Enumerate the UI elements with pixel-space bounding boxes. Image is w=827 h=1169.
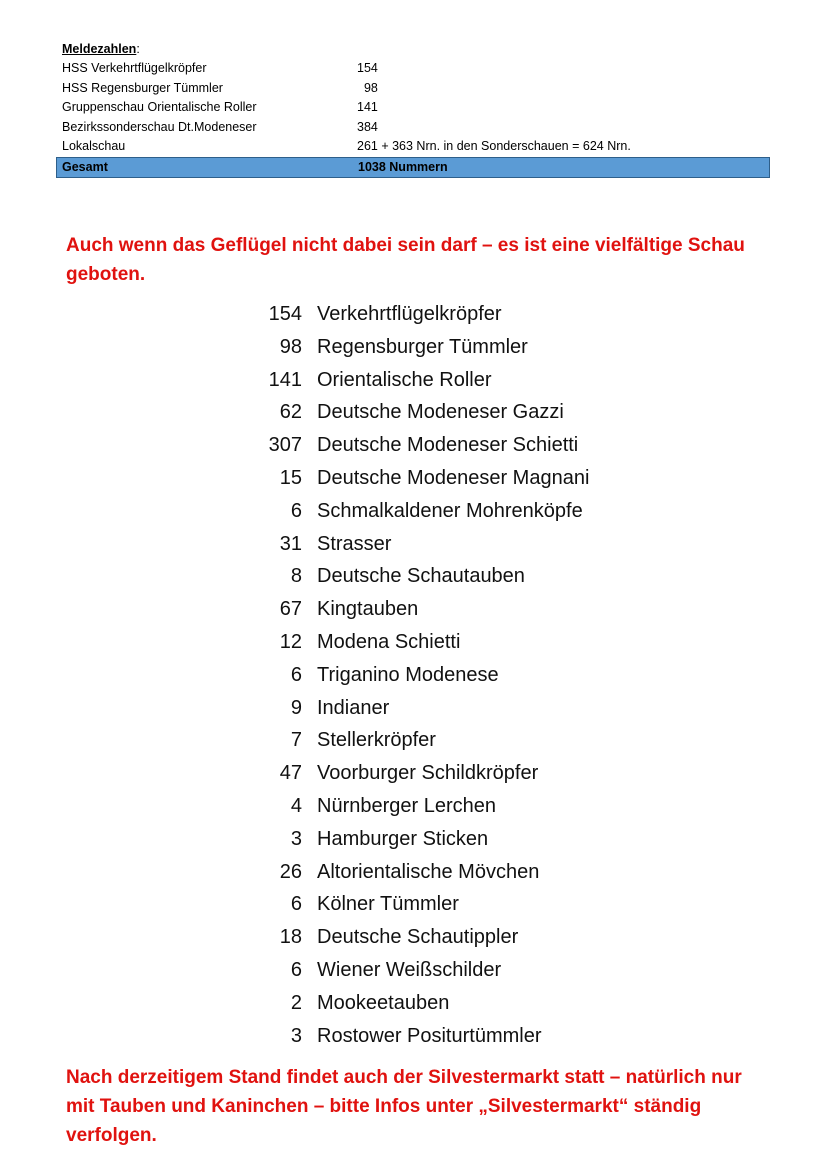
breed-name: Modena Schietti (317, 630, 461, 653)
row-label: Bezirkssonderschau Dt.Modeneser (62, 119, 257, 134)
breed-name: Deutsche Modeneser Magnani (317, 466, 590, 489)
breed-count: 6 (290, 499, 302, 522)
list-item (240, 659, 589, 692)
breed-count: 8 (290, 565, 302, 588)
list-item (240, 364, 589, 397)
total-label: Gesamt (62, 159, 108, 174)
list-item (240, 298, 589, 331)
breed-count: 26 (279, 860, 302, 883)
breed-count: 154 (268, 303, 302, 325)
list-item (240, 757, 589, 790)
breed-count: 47 (279, 762, 302, 785)
table-row (56, 79, 770, 99)
total-row (56, 157, 770, 178)
breed-name: Hamburger Sticken (317, 827, 489, 850)
breed-name: Deutsche Modeneser Gazzi (317, 401, 564, 424)
table-row (56, 59, 770, 79)
breed-count: 2 (290, 991, 302, 1014)
list-item (240, 987, 589, 1020)
breed-name: Deutsche Modeneser Schietti (317, 434, 579, 457)
breed-count: 9 (290, 696, 302, 719)
list-item (240, 1020, 589, 1053)
breed-name: Stellerkröpfer (317, 729, 436, 752)
row-value: 141 (357, 100, 378, 114)
row-value: 98 (357, 80, 378, 95)
list-item (240, 921, 589, 954)
breed-count: 31 (279, 532, 302, 555)
list-item (240, 528, 589, 561)
list-item (240, 396, 589, 429)
list-item (240, 790, 589, 823)
list-item (240, 462, 589, 495)
breed-count: 3 (290, 1024, 302, 1047)
breed-count: 4 (290, 794, 302, 817)
breed-name: Indianer (317, 696, 390, 719)
list-item (240, 626, 589, 659)
breed-name: Schmalkaldener Mohrenköpfe (317, 499, 583, 522)
table-row (56, 98, 770, 118)
row-value: 261 + 363 Nrn. in den Sonderschauen = 624 Nrn. (357, 139, 631, 153)
breed-name: Orientalische Roller (317, 368, 492, 391)
breed-count: 18 (279, 926, 302, 949)
breed-name: Triganino Modenese (317, 663, 499, 686)
table-row (56, 137, 770, 157)
breed-name: Nürnberger Lerchen (317, 794, 496, 817)
breed-count: 6 (290, 958, 302, 981)
row-label: HSS Regensburger Tümmler (62, 80, 223, 95)
breed-count: 67 (279, 598, 302, 621)
breed-name: Kingtauben (317, 598, 419, 621)
breed-name: Regensburger Tümmler (317, 335, 528, 358)
table-row (56, 118, 770, 138)
list-item (240, 888, 589, 921)
breed-count: 15 (279, 466, 302, 489)
row-label: Gruppenschau Orientalische Roller (62, 100, 257, 114)
breed-name: Wiener Weißschilder (317, 958, 502, 981)
meldezahlen-table (56, 40, 770, 178)
breed-name: Altorientalische Mövchen (317, 860, 540, 883)
list-item (240, 495, 589, 528)
breed-count: 6 (290, 663, 302, 686)
breed-name: Verkehrtflügelkröpfer (317, 303, 502, 325)
breed-count: 3 (290, 827, 302, 850)
meldezahlen-heading (56, 40, 770, 59)
breed-count: 141 (268, 368, 302, 391)
breed-name: Strasser (317, 532, 392, 555)
meldezahlen-heading-text: Meldezahlen (62, 42, 137, 56)
breed-count: 98 (279, 335, 302, 358)
breed-count: 6 (290, 893, 302, 916)
list-item (240, 724, 589, 757)
row-label: HSS Verkehrtflügelkröpfer (62, 61, 207, 75)
row-value: 154 (357, 61, 378, 75)
breed-name: Rostower Positurtümmler (317, 1024, 542, 1047)
list-item (240, 954, 589, 987)
list-item (240, 429, 589, 462)
breed-count: 7 (290, 729, 302, 752)
breed-name: Voorburger Schildkröpfer (317, 762, 539, 785)
breed-count: 12 (279, 630, 302, 653)
breed-name: Mookeetauben (317, 991, 450, 1014)
row-value: 384 (357, 119, 378, 134)
list-item (240, 692, 589, 725)
list-item (240, 560, 589, 593)
list-item (240, 823, 589, 856)
pigeon-breed-list (240, 298, 589, 1052)
list-item (240, 331, 589, 364)
meldezahlen-heading-colon: : (136, 42, 140, 56)
total-value: 1038 Nummern (358, 159, 448, 174)
intro-text: Auch wenn das Geflügel nicht dabei sein darf – es ist eine vielfältige Schau geboten. (66, 235, 745, 285)
row-label: Lokalschau (62, 139, 126, 153)
breed-count: 62 (279, 401, 302, 424)
breed-name: Deutsche Schautauben (317, 565, 525, 588)
list-item (240, 593, 589, 626)
list-item (240, 856, 589, 889)
breed-name: Kölner Tümmler (317, 893, 459, 916)
breed-name: Deutsche Schautippler (317, 926, 519, 949)
breed-count: 307 (268, 434, 302, 457)
closing-text: Nach derzeitigem Stand findet auch der Silvestermarkt statt – natürlich nur mit Tauben und Kaninchen – bitte Infos unter „Silvestermarkt“ ständig verfolgen. (66, 1067, 742, 1146)
